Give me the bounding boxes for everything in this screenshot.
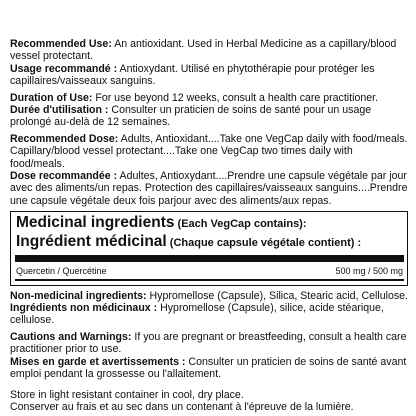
dose-fr: [10, 170, 408, 207]
storage-section: [10, 389, 408, 414]
non-medicinal-fr: [10, 302, 408, 327]
medicinal-title-fr: [16, 233, 403, 252]
medicinal-title-en: [16, 214, 403, 233]
recommended-use-fr: [10, 63, 408, 88]
recommended-use-en-label: Recommended Use:: [10, 38, 112, 50]
dose-en-label: Recommended Dose:: [10, 132, 119, 145]
dose-en-text: Adults, Antioxidant....Take one VegCap daily with food/meals. Capillary/blood vessel protectant....Take one VegCap two times daily with food/meals.: [10, 132, 408, 170]
non-medicinal-section: [10, 290, 408, 327]
recommended-use-section: [10, 38, 408, 88]
dose-en: [10, 133, 408, 170]
cautions-en: [10, 331, 408, 356]
storage-en: Store in light resistant container in cool, dry place.: [10, 388, 244, 401]
medicinal-title-fr-main: Ingrédient médicinal: [16, 233, 167, 251]
dose-fr-label: Dose recommandée :: [10, 170, 118, 183]
cautions-fr-label: Mises en garde et avertissements :: [10, 355, 186, 368]
dose-section: [10, 133, 408, 207]
non-medicinal-fr-label: Ingrédients non médicinaux :: [10, 302, 158, 315]
medicinal-title-fr-sub: (Chaque capsule végétale contient) :: [166, 237, 362, 250]
recommended-use-en-text: An antioxidant. Used in Herbal Medicine as a capillary/blood vessel protectant.: [10, 38, 397, 63]
cautions-section: [10, 331, 408, 381]
non-medicinal-en: [10, 290, 408, 302]
cautions-fr-text: Consulter un praticien de soins de santé avant emploi pendant la grossesse ou l'allaitement.: [10, 355, 407, 381]
duration-en: [10, 92, 408, 104]
recommended-use-fr-text: Antioxydant. Utilisé en phytothérapie pour protéger les capillaires/vaisseaux sanguins.: [10, 62, 375, 88]
non-medicinal-en-label: Non-medicinal ingredients:: [10, 289, 147, 302]
ingredient-name: Quercetin / Quercétine: [16, 266, 107, 277]
duration-section: [10, 92, 408, 129]
duration-en-text: For use beyond 12 weeks, consult a health care practitioner.: [92, 91, 379, 104]
medicinal-ingredients-box: [10, 211, 408, 285]
ingredient-rule: [15, 279, 404, 280]
non-medicinal-fr-text: Hypromellose (Capsule), silice, acide stéarique, cellulose.: [10, 302, 384, 327]
duration-en-label: Duration of Use:: [10, 91, 93, 104]
non-medicinal-en-text: Hypromellose (Capsule), Silica, Stearic acid, Cellulose.: [146, 289, 408, 302]
medicinal-title-en-main: Medicinal ingredients: [16, 214, 175, 232]
recommended-use-fr-label: Usage recommandé :: [10, 62, 118, 75]
duration-fr: [10, 104, 408, 129]
ingredient-amount: 500 mg / 500 mg: [335, 266, 403, 277]
cautions-en-text: If you are pregnant or breastfeeding, consult a health care practitioner prior to use.: [10, 330, 407, 356]
ingredient-row: [16, 266, 403, 277]
dose-fr-text: Adultes, Antioxydant....Prendre une capsule végétale par jour avec des aliments/un repas. Protection des capillaires/vaisseaux sanguins....Prendre une capsule végétale deux fois parjour avec des aliments/aux repas.: [10, 170, 408, 207]
duration-fr-label: Durée d'utilisation :: [10, 104, 109, 117]
duration-fr-text: Consulter un praticien de soins de santé pour un usage prolongé au-delà de 12 semaines.: [10, 104, 372, 129]
recommended-use-en: [10, 38, 408, 63]
storage-fr: Conserver au frais et au sec dans un contenant à l'épreuve de la lumière.: [10, 400, 354, 413]
medicinal-header-bar: [15, 255, 404, 262]
cautions-fr: [10, 356, 408, 381]
medicinal-title-en-sub: (Each VegCap contains):: [174, 218, 307, 231]
cautions-en-label: Cautions and Warnings:: [10, 330, 132, 343]
